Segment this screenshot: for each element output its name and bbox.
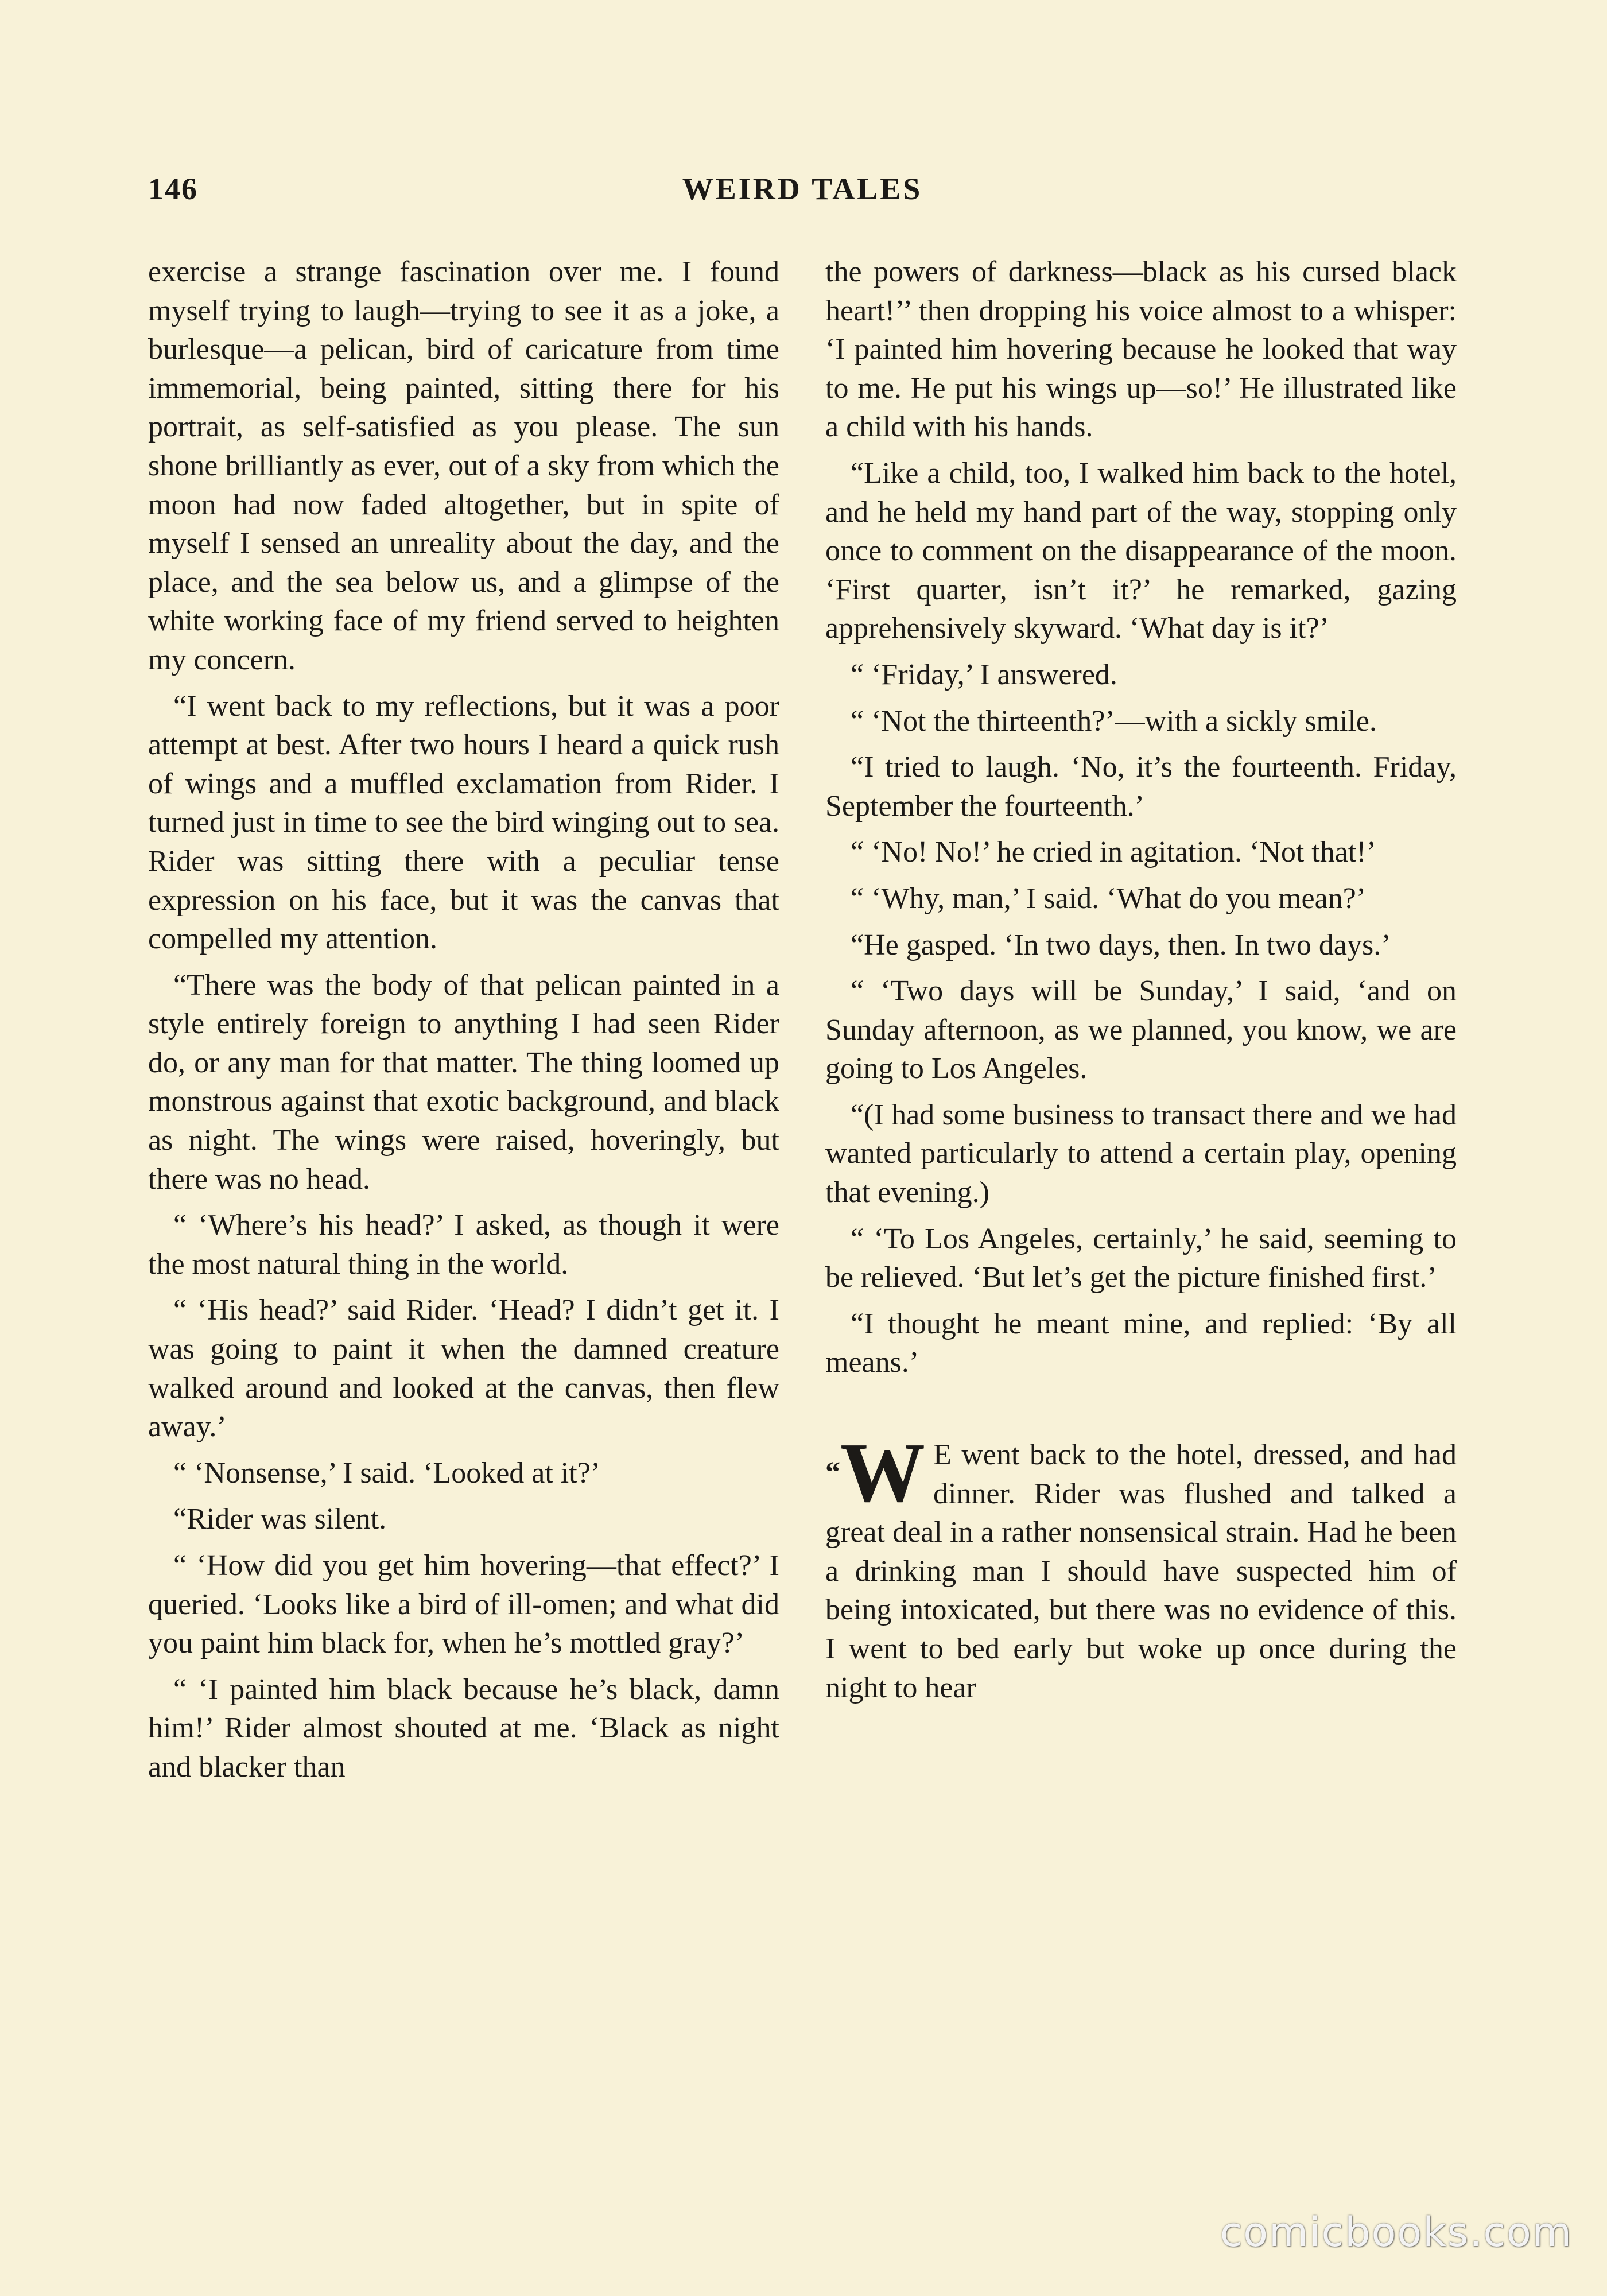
page-header bbox=[148, 171, 1457, 211]
drop-cap-letter: W bbox=[840, 1426, 925, 1521]
drop-cap-quote: “ bbox=[825, 1456, 840, 1490]
paragraph: “There was the body of that pelican painted in a style entirely foreign to anything I had seen Rider do, or any man for that matter. The thing loomed up monstrous against that exotic background, and black as night. The wings were raised, hoveringly, but there was no head. bbox=[148, 968, 779, 1196]
page-number: 146 bbox=[148, 172, 198, 206]
paragraph: “He gasped. ‘In two days, then. In two days.’ bbox=[851, 928, 1391, 961]
section-opening-paragraph bbox=[825, 1426, 1457, 1707]
paragraph: “ ‘How did you get him hovering—that effect?’ I queried. ‘Looks like a bird of ill-omen; and what did you paint him black for, when he’s mottled gray?’ bbox=[148, 1549, 779, 1660]
paragraph: “I tried to laugh. ‘No, it’s the fourteenth. Friday, September the fourteenth.’ bbox=[825, 751, 1457, 823]
right-column bbox=[825, 253, 1457, 1715]
paragraph: “ ‘Friday,’ I answered. bbox=[851, 658, 1117, 691]
paragraph: “ ‘I painted him black because he’s black, damn him!’ Rider almost shouted at me. ‘Black as night and blacker than bbox=[148, 1673, 779, 1783]
paragraph: “ ‘To Los Angeles, certainly,’ he said, seeming to be relieved. ‘But let’s get the picture finished first.’ bbox=[825, 1222, 1457, 1294]
paragraph: “I thought he meant mine, and replied: ‘By all means.’ bbox=[825, 1307, 1457, 1379]
paragraph: “Rider was silent. bbox=[173, 1503, 387, 1536]
paragraph: “ ‘Why, man,’ I said. ‘What do you mean?’ bbox=[851, 882, 1367, 915]
paragraph: “I went back to my reflections, but it was a poor attempt at best. After two hours I heard a quick rush of wings and a muffled exclamation from Rider. I turned just in time to see the bird winging out to sea. Rider was sitting there with a peculiar tense expression on his face, but it was the canvas that compelled my attention. bbox=[148, 689, 779, 956]
watermark: comicbooks.com bbox=[1220, 2209, 1573, 2256]
drop-cap bbox=[825, 1426, 925, 1521]
paragraph: exercise a strange fascination over me. I found myself trying to laugh—trying to see it as a joke, a burlesque—a pelican, bird of caricature from time immemorial, being painted, sitting there for his portrait, as self-satisfied as you please. The sun shone brilliantly as ever, out of a sky from which the moon had now faded altogether, but in spite of myself I sensed an unreality about the day, and the place, and the sea below us, and a glimpse of the white working face of my friend served to heighten my concern. bbox=[148, 255, 779, 676]
paragraph: “ ‘His head?’ said Rider. ‘Head? I didn’t get it. I was going to paint it when the damned creature walked around and looked at the canvas, then flew away.’ bbox=[148, 1294, 779, 1444]
left-column bbox=[148, 253, 779, 1794]
paragraph: “ ‘Not the thirteenth?’—with a sickly smile. bbox=[851, 704, 1377, 738]
paragraph: “ ‘Nonsense,’ I said. ‘Looked at it?’ bbox=[173, 1456, 601, 1490]
section-text: E went back to the hotel, dressed, and had dinner. Rider was flushed and talked a great deal in a rather nonsensical strain. Had he been a drinking man I should have suspected him of being intoxicated, but there was no evidence of this. I went to bed early but woke up once during the night to hear bbox=[825, 1438, 1457, 1704]
paragraph: “ ‘Where’s his head?’ I asked, as though it were the most natural thing in the world. bbox=[148, 1209, 779, 1281]
magazine-title: WEIRD TALES bbox=[682, 172, 923, 206]
paragraph: “Like a child, too, I walked him back to the hotel, and he held my hand part of the way, stopping only once to comment on the disappearance of the moon. ‘First quarter, isn’t it?’ he remarked, gazing apprehensively skyward. ‘What day is it?’ bbox=[825, 456, 1457, 645]
paragraph: “ ‘Two days will be Sunday,’ I said, ‘and on Sunday afternoon, as we planned, you know, we are going to Los Angeles. bbox=[825, 975, 1457, 1085]
paragraph: “ ‘No! No!’ he cried in agitation. ‘Not that!’ bbox=[851, 836, 1376, 869]
paragraph: “(I had some business to transact there and we had wanted particularly to attend a certain play, opening that evening.) bbox=[825, 1098, 1457, 1209]
paragraph: the powers of darkness—black as his cursed black heart!’’ then dropping his voice almost to a whisper: ‘I painted him hovering because he looked that way to me. He put his wings up—so!’ He illustrated like a child with his hands. bbox=[825, 255, 1457, 444]
